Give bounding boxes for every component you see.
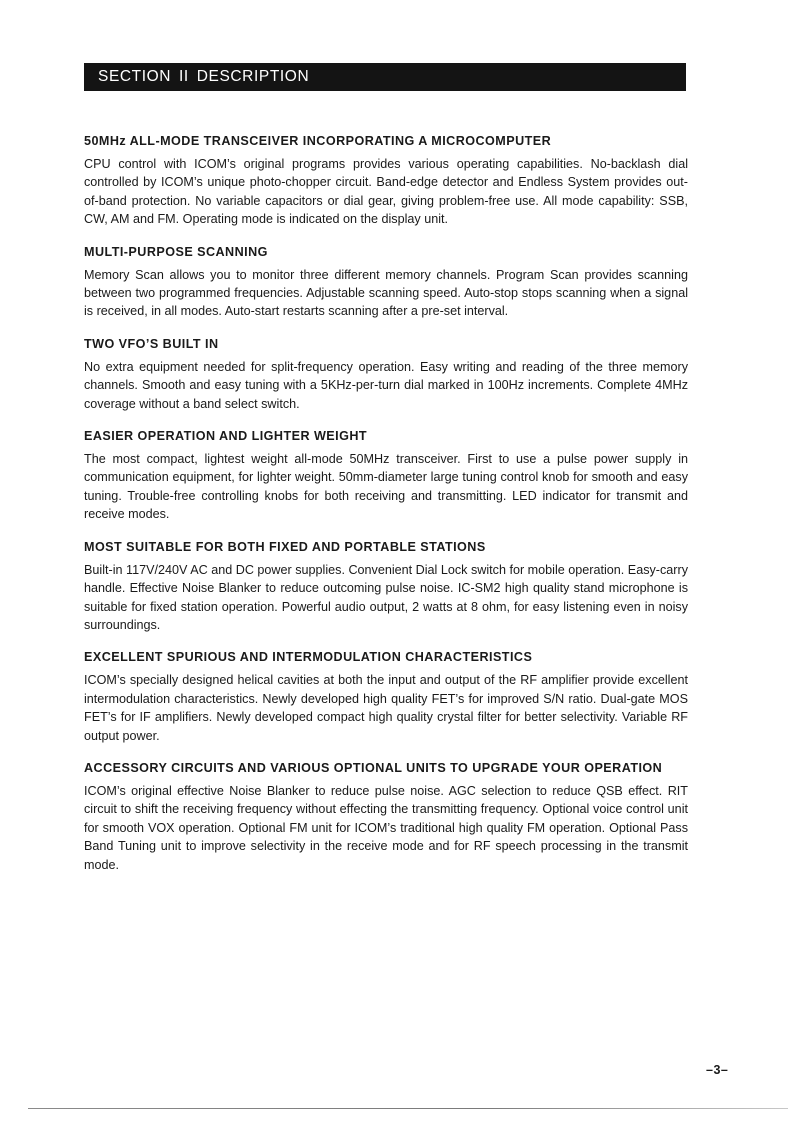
feature-block-spurious [84, 649, 688, 745]
feature-paragraph: No extra equipment needed for split-frequency operation. Easy writing and reading of the three memory channels. Smooth and easy tuning with a 5KHz-per-turn dial marked in 100Hz increments. Complete 4MHz coverage without a band select switch. [84, 359, 688, 411]
feature-heading: EASIER OPERATION AND LIGHTER WEIGHT [84, 429, 368, 444]
feature-block-vfo [84, 336, 688, 413]
feature-paragraph: Memory Scan allows you to monitor three different memory channels. Program Scan provides scanning between two programmed frequencies. Adjustable scanning speed. Auto-stop stops scanning when a signal is received, in all modes. Auto-start restarts scanning after a pre-set interval. [84, 267, 688, 319]
feature-paragraph: The most compact, lightest weight all-mode 50MHz transceiver. First to use a pulse power supply in communication equipment, for lighter weight. 50mm-diameter large tuning control knob for smooth and easy tuning. Trouble-free controlling knobs for both receiving and transmitting. LED indicator for transmit and receive modes. [84, 452, 688, 522]
feature-paragraph: ICOM’s specially designed helical cavities at both the input and output of the RF amplifier provide excellent intermodulation characteristics. Newly developed high quality FET’s for improved S/N ratio. Dual-gate MOS FET’s for IF amplifiers. Newly developed compact high quality crystal filter for better selectivity. Variable RF output power. [84, 673, 688, 743]
page-number: –3– [706, 1063, 729, 1077]
feature-block-microcomputer [84, 133, 688, 229]
feature-heading: 50MHz ALL-MODE TRANSCEIVER INCORPORATING A MICROCOMPUTER [84, 134, 552, 148]
section-title-banner: SECTION II DESCRIPTION [84, 63, 686, 91]
feature-paragraph: Built-in 117V/240V AC and DC power supplies. Convenient Dial Lock switch for mobile operation. Easy-carry handle. Effective Noise Blanker to reduce outcoming pulse noise. IC-SM2 high quality stand microphone is suitable for fixed station operation. Powerful audio output, 2 watts at 8 ohm, for easy listening even in noisy surroundings. [84, 562, 688, 632]
feature-block-scanning [84, 244, 688, 321]
feature-block-accessory [84, 760, 688, 874]
feature-paragraph: ICOM’s original effective Noise Blanker to reduce pulse noise. AGC selection to reduce QSB effect. RIT circuit to shift the receiving frequency without effecting the transmitting frequency. Optional voice control unit for smooth VOX operation. Optional FM unit for ICOM’s traditional high quality FM operation. Optional Pass Band Tuning unit to improve selectivity in the receive mode and for RF speech processing in the transmit mode. [84, 783, 688, 872]
feature-heading: TWO VFO’S BUILT IN [84, 336, 219, 351]
document-body [84, 133, 688, 889]
feature-block-operation [84, 428, 688, 524]
feature-heading: ACCESSORY CIRCUITS AND VARIOUS OPTIONAL UNITS TO UPGRADE YOUR OPERATION [84, 760, 663, 775]
feature-heading: EXCELLENT SPURIOUS AND INTERMODULATION CHARACTERISTICS [84, 650, 533, 665]
page-bottom-rule [28, 1108, 788, 1109]
feature-heading: MOST SUITABLE FOR BOTH FIXED AND PORTABLE STATIONS [84, 539, 486, 554]
feature-heading: MULTI-PURPOSE SCANNING [84, 244, 268, 259]
feature-block-stations [84, 539, 688, 635]
feature-paragraph: CPU control with ICOM’s original programs provides various operating capabilities. No-backlash dial controlled by ICOM’s unique photo-chopper circuit. Band-edge detector and Endless System provides out-of-band protection. No variable capacitors or dial gear, giving problem-free use. All mode capability: SSB, CW, AM and FM. Operating mode is indicated on the display unit. [84, 157, 688, 227]
